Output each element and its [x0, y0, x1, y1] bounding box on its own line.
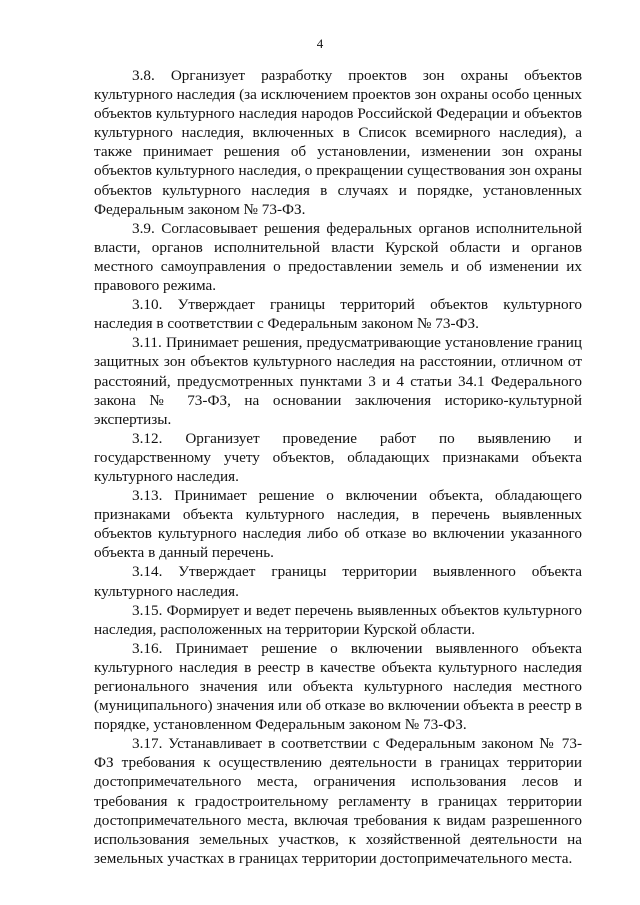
paragraph-3-15: [94, 601, 582, 639]
paragraph-text: Утверждает границы территорий объектов культурного наследия в соответствии с Федеральным законом № 73-ФЗ.: [94, 296, 583, 333]
paragraph-text: Организует разработку проектов зон охраны объектов культурного наследия (за исключением проектов зон охраны особо ценных объектов культурного наследия народов Российской Федерации и объектов культурного наследия, включенных в Список всемирного наследия), а также принимает решения об установлении, изменении зон охраны объектов культурного наследия, о прекращении существования зон охраны объектов культурного наследия в случаях и порядке, установленных Федеральным законом № 73-ФЗ.: [94, 67, 582, 218]
paragraph-3-17: [94, 734, 582, 868]
paragraph-3-14: [94, 562, 582, 600]
paragraph-text: Принимает решение о включении выявленного объекта культурного наследия в реестр в качестве объекта культурного наследия регионального значения или объекта культурного наследия местного (муниципального) значения или об отказе во включении объекта в реестр в порядке, установленном Федеральным законом № 73-ФЗ.: [94, 639, 582, 734]
page-number: 4: [316, 36, 324, 51]
paragraph-text: Согласовывает решения федеральных органов исполнительной власти, органов исполнительной власти Курской области и органов местного самоуправления о предоставлении земель и об изменении их правового режима.: [94, 219, 582, 295]
paragraph-3-8: [94, 66, 582, 219]
paragraph-number: 3.15.: [132, 601, 163, 619]
paragraph-number: 3.12.: [132, 429, 163, 447]
paragraph-3-13: [94, 486, 582, 562]
paragraph-3-12: [94, 429, 582, 486]
paragraph-text: Организует проведение работ по выявлению и государственному учету объектов, обладающих признаками объекта культурного наследия.: [94, 429, 582, 485]
paragraph-number: 3.11.: [132, 334, 162, 352]
paragraph-text: Утверждает границы территории выявленного объекта культурного наследия.: [94, 563, 582, 600]
paragraph-number: 3.13.: [132, 487, 163, 505]
paragraph-3-9: [94, 219, 582, 295]
paragraph-text: Формирует и ведет перечень выявленных объектов культурного наследия, расположенных на территории Курской области.: [94, 601, 583, 638]
paragraph-3-11: [94, 333, 582, 428]
paragraph-number: 3.16.: [132, 639, 163, 657]
paragraph-text: Принимает решение о включении объекта, обладающего признаками объекта культурного наследия, в перечень выявленных объектов культурного наследия либо об отказе во включении указанного объекта в данный перечень.: [94, 487, 583, 562]
paragraph-number: 3.8.: [132, 67, 155, 84]
paragraph-number: 3.14.: [132, 563, 163, 581]
paragraph-text: Принимает решения, предусматривающие установление границ защитных зон объектов культурного наследия на расстоянии, отличном от расстояний, предусмотренных пунктами 3 и 4 статьи 34.1 Федерального закона № 73-ФЗ, на основании заключения историко-культурной экспертизы.: [94, 334, 583, 428]
document-body: [94, 66, 582, 868]
paragraph-3-10: [94, 295, 582, 333]
paragraph-number: 3.10.: [132, 296, 163, 314]
paragraph-number: 3.17.: [132, 735, 163, 753]
paragraph-text: Устанавливает в соответствии с Федеральным законом № 73-ФЗ требования к осуществлению деятельности в границах территории достопримечательного места, ограничения использования лесов и требования к градостроительному регламенту в границах территории достопримечательного места, включая требования к видам разрешенного использования земельных участков, к хозяйственной деятельности на земельных участках в границах территории достопримечательного места.: [94, 735, 583, 867]
paragraph-number: 3.9.: [132, 219, 155, 237]
paragraph-3-16: [94, 639, 582, 734]
